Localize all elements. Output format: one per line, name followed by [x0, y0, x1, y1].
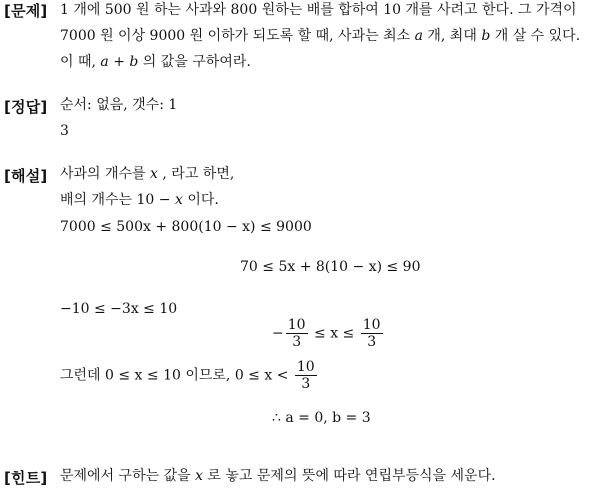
- fraction-ten-thirds-left: $\frac{10}{3}$: [287, 317, 306, 350]
- problem-label: [문제]: [4, 2, 48, 20]
- inequality-4: − $\frac{10}{3}$ ≤ x ≤ $\frac{10}{3}$: [272, 317, 381, 350]
- fraction-ten-thirds-right: $\frac{10}{3}$: [362, 317, 381, 350]
- answer-label: [정답]: [4, 98, 48, 116]
- solution-label: [해설]: [4, 167, 48, 185]
- problem-line-1: 1 개에 500 원 하는 사과와 800 원하는 배를 합하여 10 개를 사려고 한다. 그 가격이: [60, 2, 577, 18]
- inequality-2: 70 ≤ 5x + 8(10 − x) ≤ 90: [240, 259, 421, 275]
- domain-line: 그런데 0 ≤ x ≤ 10 이므로, 0 ≤ x < $\frac{10}{3}$: [60, 359, 315, 392]
- hint-text: 문제에서 구하는 값을 x 로 놓고 문제의 뜻에 따라 연립부등식을 세운다.: [60, 468, 496, 484]
- problem-line-2: 7000 원 이상 9000 원 이하가 되도록 할 때, 사과는 최소 a 개, 최대 b 개 살 수 있다.: [60, 28, 581, 44]
- hint-label: [힌트]: [4, 469, 48, 487]
- answer-value: 3: [60, 123, 69, 139]
- solution-line-2: 배의 개수는 10 − x 이다.: [60, 192, 219, 208]
- fraction-ten-thirds-bound: $\frac{10}{3}$: [296, 359, 315, 392]
- inequality-3: −10 ≤ −3x ≤ 10: [60, 301, 178, 317]
- problem-line-3: 이 때, a + b 의 값을 구하여라.: [60, 54, 251, 70]
- solution-line-1: 사과의 개수를 x , 라고 하면,: [60, 166, 235, 182]
- inequality-1: 7000 ≤ 500x + 800(10 − x) ≤ 9000: [60, 219, 312, 235]
- conclusion: ∴ a = 0, b = 3: [272, 410, 371, 426]
- answer-meta: 순서: 없음, 갯수: 1: [60, 97, 178, 113]
